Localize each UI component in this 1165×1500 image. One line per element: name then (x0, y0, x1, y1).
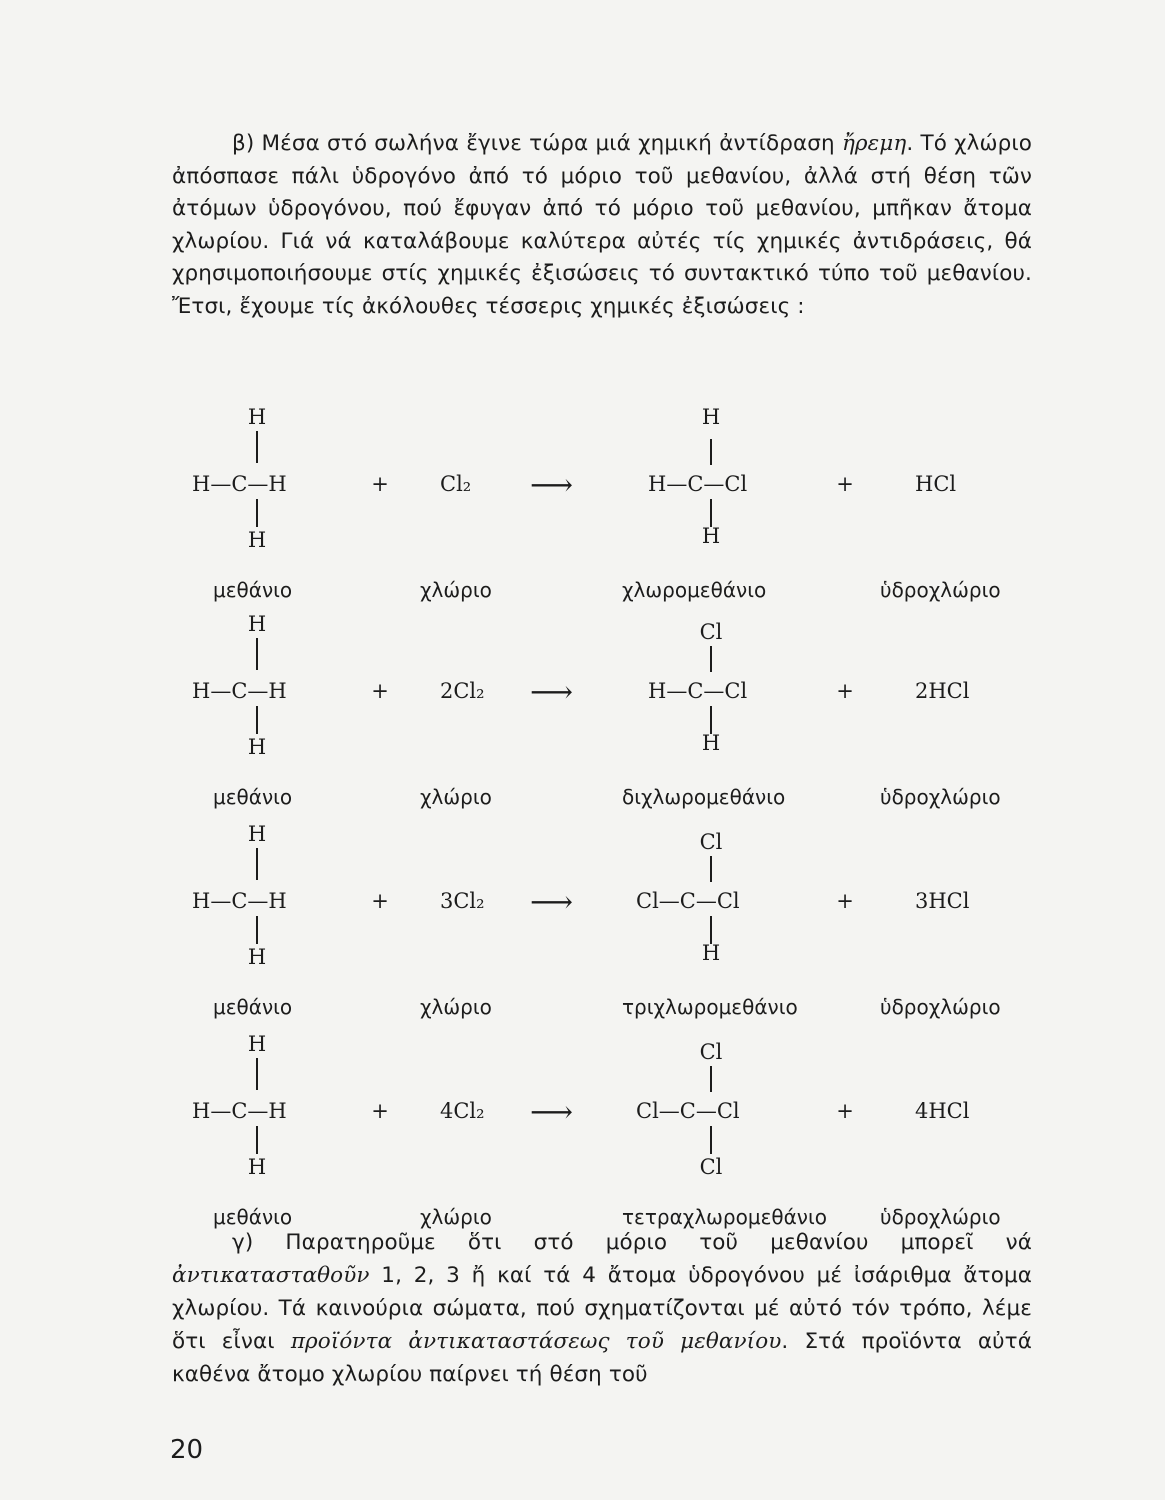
plus-sign: + (836, 1099, 854, 1123)
plus-sign: + (371, 472, 389, 496)
reactant-formula: H—C—H (192, 889, 287, 913)
reaction-arrow: ⟶ (530, 885, 574, 920)
paragraph-c (172, 1226, 1032, 1391)
hydrogen-chloride: 2HCl (915, 679, 970, 703)
reactant-top-atom: H (247, 1032, 267, 1056)
reactant-bottom-atom: H (247, 528, 267, 552)
compound-label: μεθάνιο (213, 1205, 293, 1229)
plus-sign: + (371, 1099, 389, 1123)
product-top-atom: Cl (699, 1040, 723, 1064)
compound-label: ὑδροχλώριο (880, 1205, 1001, 1229)
product-lower-bond (710, 1126, 712, 1154)
plus-sign: + (371, 679, 389, 703)
product-lower-bond (710, 706, 712, 734)
compound-label: μεθάνιο (213, 995, 293, 1019)
hydrogen-chloride: 3HCl (915, 889, 970, 913)
product-formula: H—C—Cl (648, 679, 748, 703)
chlorine-reagent: 3Cl₂ (440, 889, 485, 913)
paragraph-c-mid: 1, 2, 3 ἤ καί τά 4 ἄτομα ὑδρογόνου μέ ἰσάριθμα ἄτομα χλωρίου. Τά καινούρια σώματα, πού σχηματίζονται μέ αὐτό τόν τρόπο, λέμε ὅτι εἶναι (172, 1263, 1032, 1354)
product-bottom-atom: H (701, 731, 721, 755)
plus-sign: + (836, 679, 854, 703)
product-top-atom: Cl (699, 830, 723, 854)
compound-label: ὑδροχλώριο (880, 578, 1001, 602)
paragraph-c-emphasis-1: ἀντικατασταθοῦν (172, 1263, 370, 1288)
reactant-top-atom: H (247, 405, 267, 429)
hydrogen-chloride: 4HCl (915, 1099, 970, 1123)
paragraph-b-lead: β) Μέσα στό σωλήνα ἔγινε τώρα μιά χημική ἀντίδραση (232, 131, 842, 156)
reaction-arrow: ⟶ (530, 1095, 574, 1130)
product-upper-bond (710, 646, 712, 672)
product-bottom-atom: H (701, 524, 721, 548)
product-bottom-atom: H (701, 941, 721, 965)
compound-label: ὑδροχλώριο (880, 785, 1001, 809)
reactant-lower-bond (256, 706, 258, 734)
product-top-atom: H (701, 405, 721, 429)
reactant-top-atom: H (247, 612, 267, 636)
reactant-lower-bond (256, 916, 258, 944)
reaction-arrow: ⟶ (530, 675, 574, 710)
reactant-upper-bond (256, 431, 258, 463)
product-formula: Cl—C—Cl (636, 889, 740, 913)
compound-label: ὑδροχλώριο (880, 995, 1001, 1019)
compound-label: τριχλωρομεθάνιο (622, 995, 798, 1019)
chlorine-reagent: 4Cl₂ (440, 1099, 485, 1123)
compound-label: χλωρομεθάνιο (622, 578, 767, 602)
product-bottom-atom: Cl (699, 1155, 723, 1179)
reactant-lower-bond (256, 1126, 258, 1154)
reactant-formula: H—C—H (192, 1099, 287, 1123)
paragraph-c-tail: . Στά προϊόντα αὐτά καθένα ἄτομο χλωρίου παίρνει τή θέση τοῦ (172, 1329, 1032, 1387)
reactant-upper-bond (256, 638, 258, 670)
reactant-bottom-atom: H (247, 945, 267, 969)
compound-label: διχλωρομεθάνιο (622, 785, 786, 809)
product-formula: H—C—Cl (648, 472, 748, 496)
paragraph-c-lead: γ) Παρατηροῦμε ὅτι στό μόριο τοῦ μεθανίου μπορεῖ νά (232, 1230, 1032, 1255)
reactant-top-atom: H (247, 822, 267, 846)
paragraph-c-emphasis-2: προϊόντα ἀντικαταστάσεως τοῦ μεθανίου (290, 1329, 782, 1354)
product-top-atom: Cl (699, 620, 723, 644)
compound-label: μεθάνιο (213, 785, 293, 809)
compound-label: μεθάνιο (213, 578, 293, 602)
reactant-formula: H—C—H (192, 472, 287, 496)
reaction-arrow: ⟶ (530, 468, 574, 503)
product-upper-bond (710, 1066, 712, 1092)
reactant-lower-bond (256, 499, 258, 527)
compound-label: χλώριο (420, 995, 492, 1019)
product-upper-bond (710, 439, 712, 465)
compound-label: χλώριο (420, 1205, 492, 1229)
product-lower-bond (710, 916, 712, 944)
reactant-upper-bond (256, 848, 258, 880)
reactant-formula: H—C—H (192, 679, 287, 703)
reactant-upper-bond (256, 1058, 258, 1090)
reactant-bottom-atom: H (247, 735, 267, 759)
compound-label: τετραχλωρομεθάνιο (622, 1205, 827, 1229)
compound-label: χλώριο (420, 785, 492, 809)
product-lower-bond (710, 499, 712, 527)
chlorine-reagent: Cl₂ (440, 472, 472, 496)
page-number: 20 (170, 1435, 204, 1465)
plus-sign: + (371, 889, 389, 913)
paragraph-b-emphasis: ἤρεμη (841, 131, 907, 156)
reactant-bottom-atom: H (247, 1155, 267, 1179)
plus-sign: + (836, 889, 854, 913)
chlorine-reagent: 2Cl₂ (440, 679, 485, 703)
product-formula: Cl—C—Cl (636, 1099, 740, 1123)
compound-label: χλώριο (420, 578, 492, 602)
plus-sign: + (836, 472, 854, 496)
hydrogen-chloride: HCl (915, 472, 957, 496)
paragraph-b-body: . Τό χλώριο ἀπόσπασε πάλι ὑδρογόνο ἀπό τό μόριο τοῦ μεθανίου, ἀλλά στή θέση τῶν ἀτόμων ὑδρογόνου, πού ἔφυγαν ἀπό τό μόριο τοῦ μεθανίου, μπῆκαν ἄτομα χλωρίου. Γιά νά καταλάβουμε καλύτερα αὐτές τίς χημικές ἀντιδράσεις, θά χρησιμοποιήσουμε στίς χημικές ἐξισώσεις τό συντακτικό τύπο τοῦ μεθανίου. Ἔτσι, ἔχουμε τίς ἀκόλουθες τέσσερις χημικές ἐξισώσεις : (172, 131, 1032, 319)
product-upper-bond (710, 856, 712, 882)
